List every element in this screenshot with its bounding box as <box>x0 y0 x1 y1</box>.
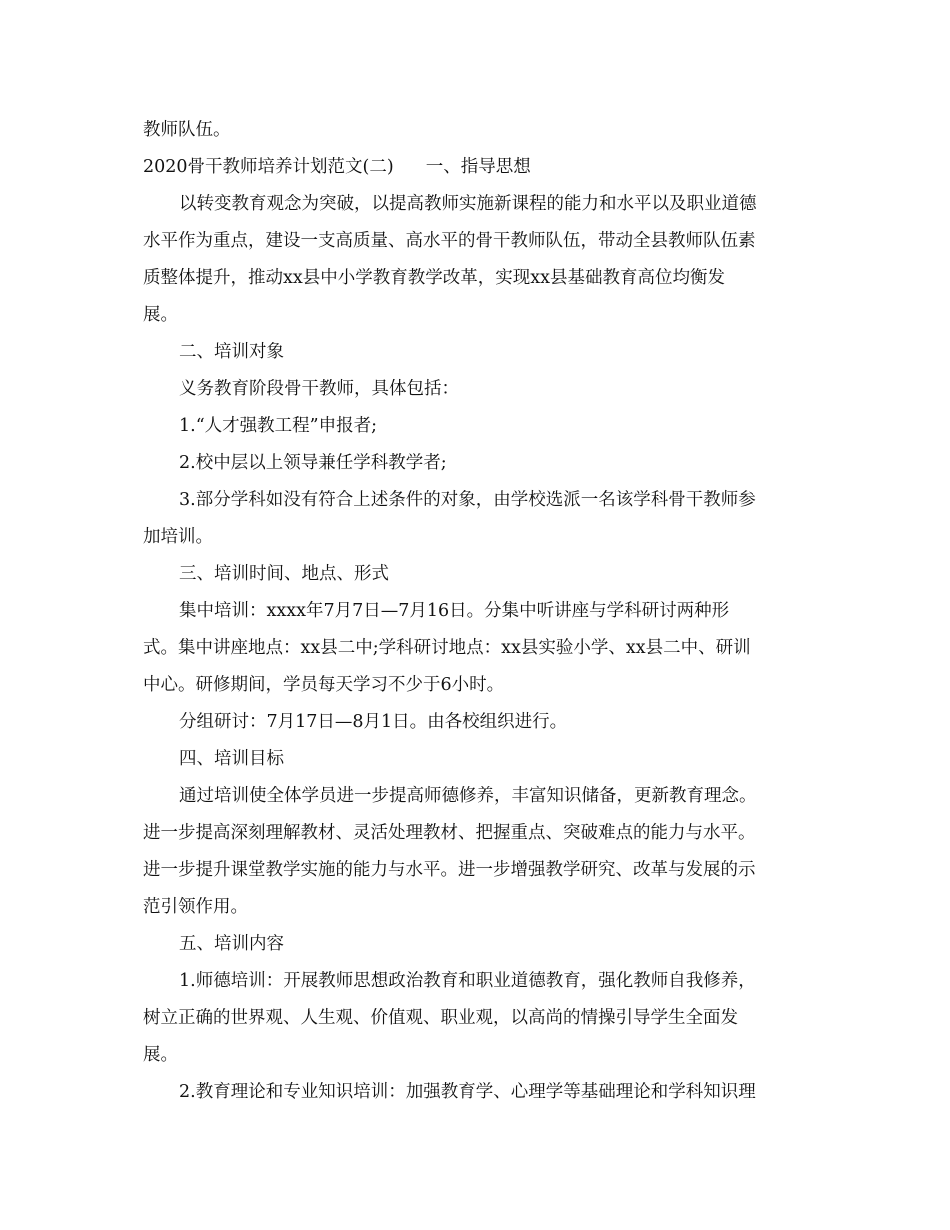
text-line: 进一步提升课堂教学实施的能力与水平。进一步增强教学研究、改革与发展的示 <box>143 860 756 880</box>
list-item: 2.教育理论和专业知识培训：加强教育学、心理学等基础理论和学科知识理 <box>179 1082 756 1102</box>
text-line: 展。 <box>143 1045 178 1065</box>
text-line: 水平作为重点，建设一支高质量、高水平的骨干教师队伍，带动全县教师队伍素 <box>143 231 756 251</box>
section-heading: 二、培训对象 <box>179 342 284 362</box>
text-line: 教师队伍。 <box>143 120 231 140</box>
list-item: 3.部分学科如没有符合上述条件的对象，由学校选派一名该学科骨干教师参 <box>179 490 756 510</box>
document-body <box>143 112 811 1111</box>
paragraph-first-line: 通过培训使全体学员进一步提高师德修养，丰富知识储备，更新教育理念。 <box>179 786 757 806</box>
text-line: 式。集中讲座地点：xx县二中;学科研讨地点：xx县实验小学、xx县二中、研训 <box>143 638 751 658</box>
paragraph-first-line: 集中培训：xxxx年7月7日—7月16日。分集中听讲座与学科研讨两种形 <box>179 601 730 621</box>
paragraph-first-line: 义务教育阶段骨干教师，具体包括： <box>179 379 459 399</box>
list-item: 1.“人才强教工程”申报者; <box>179 416 377 436</box>
section-heading: 五、培训内容 <box>179 934 284 954</box>
text-line: 中心。研修期间，学员每天学习不少于6小时。 <box>143 675 505 695</box>
paragraph-first-line: 分组研讨：7月17日—8月1日。由各校组织进行。 <box>179 712 568 732</box>
section-heading: 三、培训时间、地点、形式 <box>179 564 389 584</box>
text-line: 树立正确的世界观、人生观、价值观、职业观，以高尚的情操引导学生全面发 <box>143 1008 738 1028</box>
text-line: 进一步提高深刻理解教材、灵活处理教材、把握重点、突破难点的能力与水平。 <box>143 823 756 843</box>
text-line: 范引领作用。 <box>143 897 248 917</box>
text-line: 展。 <box>143 305 178 325</box>
list-item: 2.校中层以上领导兼任学科教学者; <box>179 453 447 473</box>
title-line <box>143 149 811 186</box>
paragraph-first-line: 以转变教育观念为突破，以提高教师实施新课程的能力和水平以及职业道德 <box>179 194 757 214</box>
text-line: 加培训。 <box>143 527 213 547</box>
section-heading: 一、指导思想 <box>425 157 531 177</box>
section-heading: 四、培训目标 <box>179 749 284 769</box>
text-line: 质整体提升，推动xx县中小学教育教学改革，实现xx县基础教育高位均衡发 <box>143 268 725 288</box>
document-title: 2020骨干教师培养计划范文(二) <box>143 157 394 177</box>
list-item: 1.师德培训：开展教师思想政治教育和职业道德教育，强化教师自我修养， <box>179 971 756 991</box>
